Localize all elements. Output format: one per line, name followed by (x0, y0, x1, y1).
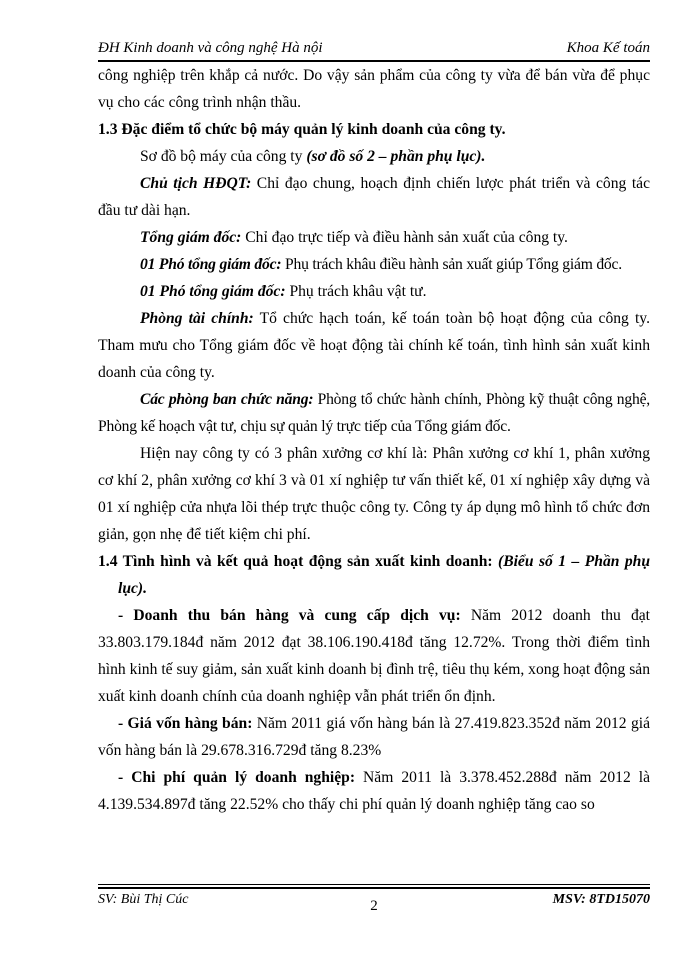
paragraph-cost-of-goods: - Giá vốn hàng bán: Năm 2011 giá vốn hàng bán là 27.419.823.352đ năm 2012 giá vốn hàng bán là 29.678.316.729đ tăng 8.23% (98, 715, 650, 759)
header-university: ĐH Kinh doanh và công nghệ Hà nội (98, 40, 323, 56)
page-header (98, 38, 650, 60)
term-label: - Chi phí quản lý doanh nghiệp: (118, 769, 356, 786)
term-label: - Doanh thu bán hàng và cung cấp dịch vụ: (118, 607, 461, 624)
paragraph-org-chart: Sơ đồ bộ máy của công ty (sơ đồ số 2 – phần phụ lục). (140, 148, 486, 165)
paragraph-admin-expenses: - Chi phí quản lý doanh nghiệp: Năm 2011 là 3.378.452.288đ năm 2012 là 4.139.534.897đ tăng 22.52% cho thấy chi phí quản lý doanh nghiệp tăng cao so (98, 769, 651, 813)
term-label: Phòng tài chính: (140, 310, 254, 327)
section-heading-1-4: 1.4 Tình hình và kết quả hoạt động sản xuất kinh doanh: (Biểu số 1 – Phần phụ lục). (98, 553, 650, 597)
footer-student-id: MSV: 8TD15070 (552, 892, 650, 907)
term-label: 01 Phó tổng giám đốc: (140, 256, 282, 273)
paragraph-workshops: Hiện nay công ty có 3 phân xưởng cơ khí là: Phân xưởng cơ khí 1, phân xưởng cơ khí 2, phân xưởng cơ khí 3 và 01 xí nghiệp tư vấn thiết kế, 01 xí nghiệp xây dựng và 01 xí nghiệp cửa nhựa lõi thép trực thuộc công ty. Công ty áp dụng mô hình tổ chức đơn giản, gọn nhẹ để tiết kiệm chi phí. (98, 445, 650, 543)
term-label: Chủ tịch HĐQT: (140, 175, 252, 192)
header-faculty: Khoa Kế toán (566, 40, 650, 56)
section-heading-1-3: 1.3 Đặc điểm tổ chức bộ máy quản lý kinh doanh của công ty. (98, 121, 506, 138)
footer-divider-thick (98, 887, 650, 889)
term-label: Tổng giám đốc: (140, 229, 242, 246)
page-number: 2 (370, 898, 378, 914)
paragraph-general-director: Tổng giám đốc: Chỉ đạo trực tiếp và điều hành sản xuất của công ty. (140, 229, 568, 246)
paragraph-chairman: Chủ tịch HĐQT: Chỉ đạo chung, hoạch định chiến lược phát triển và công tác đầu tư dài hạn. (98, 175, 650, 219)
footer-divider-thin (98, 884, 650, 885)
footer-student: SV: Bùi Thị Cúc (98, 892, 189, 907)
term-label: 01 Phó tổng giám đốc: (140, 283, 286, 300)
paragraph-deputy-director-1: 01 Phó tổng giám đốc: Phụ trách khâu điều hành sản xuất giúp Tổng giám đốc. (140, 256, 622, 273)
paragraph-intro: công nghiệp trên khắp cả nước. Do vậy sản phẩm của công ty vừa để bán vừa để phục vụ cho các công trình nhận thầu. (98, 67, 650, 111)
page-footer (98, 892, 650, 916)
term-label: - Giá vốn hàng bán: (118, 715, 253, 732)
page-body (98, 62, 650, 818)
paragraph-finance-dept: Phòng tài chính: Tổ chức hạch toán, kế toán toàn bộ hoạt động của công ty. Tham mưu cho Tổng giám đốc về hoạt động tài chính kế toán, tình hình sản xuất kinh doanh của công ty. (98, 310, 650, 381)
appendix-reference: (sơ đồ số 2 – phần phụ lục). (306, 148, 486, 165)
term-label: Các phòng ban chức năng: (140, 391, 314, 408)
appendix-reference: (Biểu số 1 – Phần phụ lục). (118, 553, 650, 597)
paragraph-deputy-director-2: 01 Phó tổng giám đốc: Phụ trách khâu vật tư. (140, 283, 427, 300)
paragraph-functional-depts: Các phòng ban chức năng: Phòng tổ chức hành chính, Phòng kỹ thuật công nghệ, Phòng kế hoạch vật tư, chịu sự quản lý trực tiếp của Tổng giám đốc. (98, 391, 650, 435)
paragraph-revenue: - Doanh thu bán hàng và cung cấp dịch vụ: Năm 2012 doanh thu đạt 33.803.179.184đ năm 2012 đạt 38.106.190.418đ tăng 12.72%. Trong thời điểm tình hình kinh tế suy giảm, sản xuất kinh doanh bị đình trệ, tiêu thụ kém, xong hoạt động sản xuất kinh doanh chính của doanh nghiệp vẫn phát triển ổn định. (98, 607, 651, 705)
